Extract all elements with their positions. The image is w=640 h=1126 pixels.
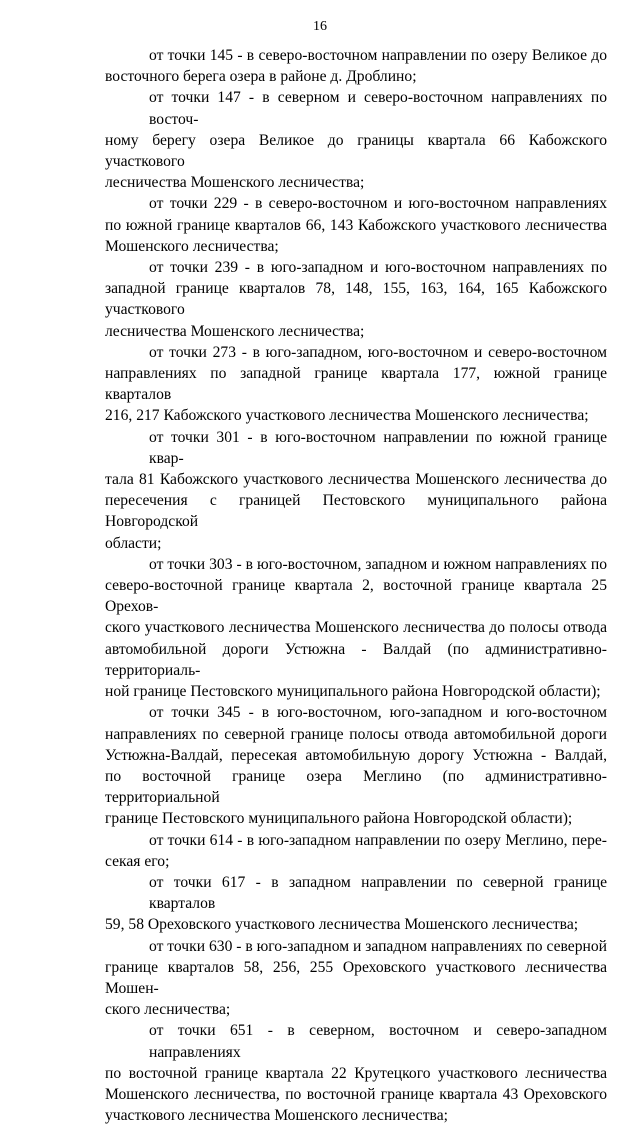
text-line: от точки 273 - в юго-западном, юго-восточном и северо-восточном [149,343,607,361]
text-line: тала 81 Кабожского участкового лесничества Мошенского лесничества до [105,471,607,489]
text-line: границе Пестовского муниципального района Новгородской области); [105,810,573,828]
paragraph [105,830,607,872]
text-line: ского участкового лесничества Мошенского лесничества до полосы отвода [105,619,607,637]
text-line: от точки 345 - в юго-восточном, юго-западном и юго-восточном [149,704,607,722]
text-line: Мошенского лесничества; [105,237,279,255]
paragraph [105,427,607,554]
text-line: восточного берега озера в районе д. Дроблино; [105,68,417,86]
document-body [105,45,607,1126]
text-line: по восточной границе квартала 22 Крутецкого участкового лесничества [105,1064,607,1082]
text-line: северо-восточной границе квартала 2, восточной границе квартала 25 Орехов- [105,577,607,616]
paragraph [105,1020,607,1126]
text-line: направлениях по западной границе квартала 177, южной границе кварталов [105,365,607,404]
paragraph [105,872,607,936]
text-line: Устюжна-Валдай, пересекая автомобильную дорогу Устюжна - Валдай, [105,746,607,764]
paragraph [105,257,607,342]
paragraph [105,193,607,257]
text-line: лесничества Мошенского лесничества; [105,322,365,340]
text-line: от точки 301 - в юго-восточном направлении по южной границе квар- [149,428,607,467]
text-line: от точки 651 - в северном, восточном и северо-западном направлениях [149,1022,607,1061]
text-line: от точки 630 - в юго-западном и западном направлениях по северной [149,937,607,955]
text-line: от точки 229 - в северо-восточном и юго-восточном направлениях [149,195,607,213]
text-line: от точки 145 - в северо-восточном направлении по озеру Великое до [149,47,607,64]
text-line: ному берегу озера Великое до границы квартала 66 Кабожского участкового [105,131,607,171]
text-line: 216, 217 Кабожского участкового лесничества Мошенского лесничества; [105,407,589,425]
text-line: от точки 614 - в юго-западном направлении по озеру Меглино, пере- [149,831,607,849]
text-line: направлениях по северной границе полосы отвода автомобильной дороги [105,725,607,743]
text-line: пересечения с границей Пестовского муниципального района Новгородской [105,492,607,531]
text-line: ной границе Пестовского муниципального района Новгородской области); [105,683,601,701]
paragraph [105,342,607,427]
text-line: 59, 58 Ореховского участкового лесничества Мошенского лесничества; [105,916,579,934]
text-line: от точки 303 - в юго-восточном, западном и южном направлениях по [149,555,607,573]
paragraph [105,87,607,193]
text-line: границе кварталов 58, 256, 255 Ореховского участкового лесничества Мошен- [105,958,607,997]
paragraph [105,702,607,829]
text-line: области; [105,534,162,552]
text-line: секая его; [105,852,170,870]
text-line: по восточной границе озера Меглино (по административно-территориальной [105,767,607,807]
text-line: ского лесничества; [105,1001,231,1019]
text-line: лесничества Мошенского лесничества; [105,174,365,192]
text-line: Мошенского лесничества, по восточной границе квартала 43 Ореховского [105,1085,607,1103]
text-line: автомобильной дороги Устюжна - Валдай (по административно-территориаль- [105,640,607,679]
paragraph [105,45,607,87]
text-line: участкового лесничества Мошенского лесничества; [105,1107,448,1125]
page-number: 16 [313,19,327,34]
paragraph [105,554,607,702]
paragraph [105,936,607,1021]
text-line: по южной границе кварталов 66, 143 Кабожского участкового лесничества [105,216,607,234]
text-line: от точки 617 - в западном направлении по северной границе кварталов [149,873,607,913]
text-line: от точки 147 - в северном и северо-восточном направлениях по восточ- [149,89,607,128]
text-line: западной границе кварталов 78, 148, 155, 163, 164, 165 Кабожского участкового [105,280,607,319]
text-line: от точки 239 - в юго-западном и юго-восточном направлениях по [149,259,607,277]
